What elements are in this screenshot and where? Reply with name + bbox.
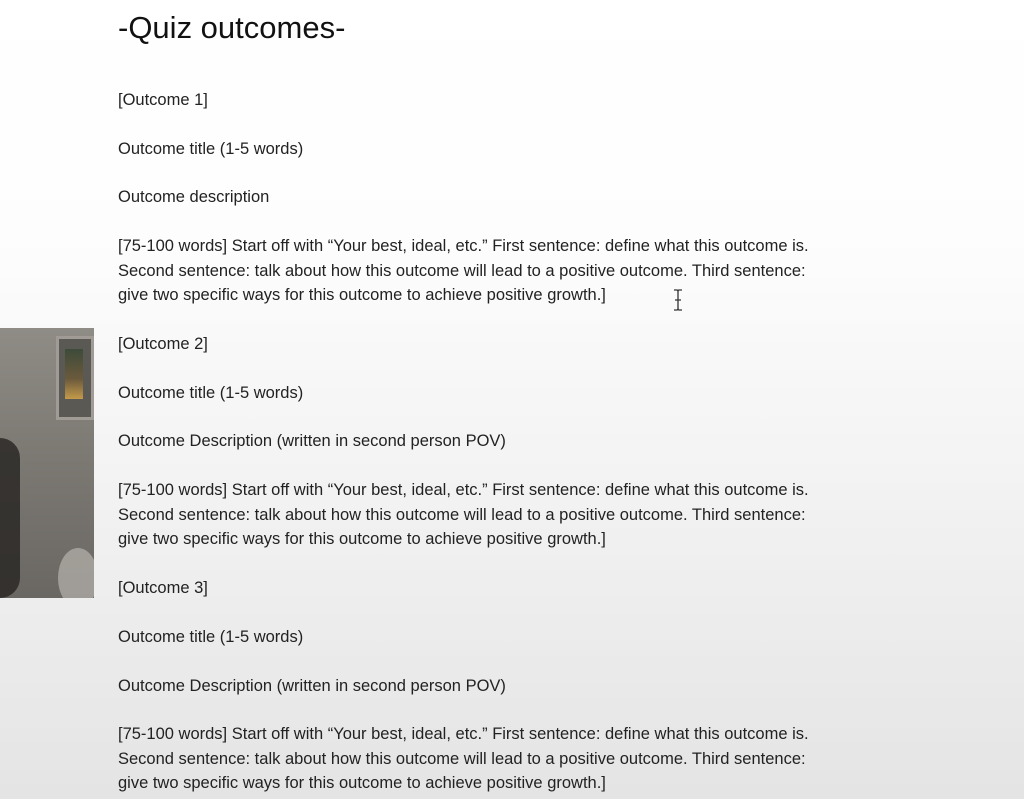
person-silhouette [0,438,20,598]
document-title: -Quiz outcomes- [118,10,346,45]
outcome-3-body [118,722,908,796]
outcome-3-description-line: Outcome Description (written in second person POV) [118,677,506,695]
background-highlight [58,548,94,598]
outcome-1-header: [Outcome 1] [118,91,208,109]
outcome-1-body [118,234,908,308]
outcome-2-description-line: Outcome Description (written in second person POV) [118,432,506,450]
outcome-2-body-line-3: give two specific ways for this outcome to achieve positive growth.] [118,530,606,548]
outcome-3-body-line-3: give two specific ways for this outcome to achieve positive growth.] [118,774,606,792]
outcome-3-body-line-2: Second sentence: talk about how this outcome will lead to a positive outcome. Third sentence: [118,749,806,768]
outcome-3-title-line: Outcome title (1-5 words) [118,628,304,646]
outcome-1-title-line: Outcome title (1-5 words) [118,140,304,158]
outcome-2-title-line: Outcome title (1-5 words) [118,384,304,402]
outcome-1-body-line-1: [75-100 words] Start off with “Your best, ideal, etc.” First sentence: define what this outcome is. [118,237,809,255]
text-cursor-icon [672,289,684,311]
outcome-2-header: [Outcome 2] [118,335,208,353]
outcome-2-body-line-2: Second sentence: talk about how this outcome will lead to a positive outcome. Third sentence: [118,505,806,524]
outcome-2-body [118,478,908,552]
outcome-1-body-line-3: give two specific ways for this outcome to achieve positive growth.] [118,286,606,304]
outcome-3-header: [Outcome 3] [118,579,208,597]
outcome-1-body-line-2: Second sentence: talk about how this outcome will lead to a positive outcome. Third sentence: [118,261,806,280]
webcam-overlay [0,328,94,598]
outcome-3-body-line-1: [75-100 words] Start off with “Your best, ideal, etc.” First sentence: define what this outcome is. [118,725,809,743]
outcome-2-body-line-1: [75-100 words] Start off with “Your best, ideal, etc.” First sentence: define what this outcome is. [118,481,809,499]
outcome-1-description-line: Outcome description [118,188,270,206]
wall-picture-frame [56,336,94,420]
